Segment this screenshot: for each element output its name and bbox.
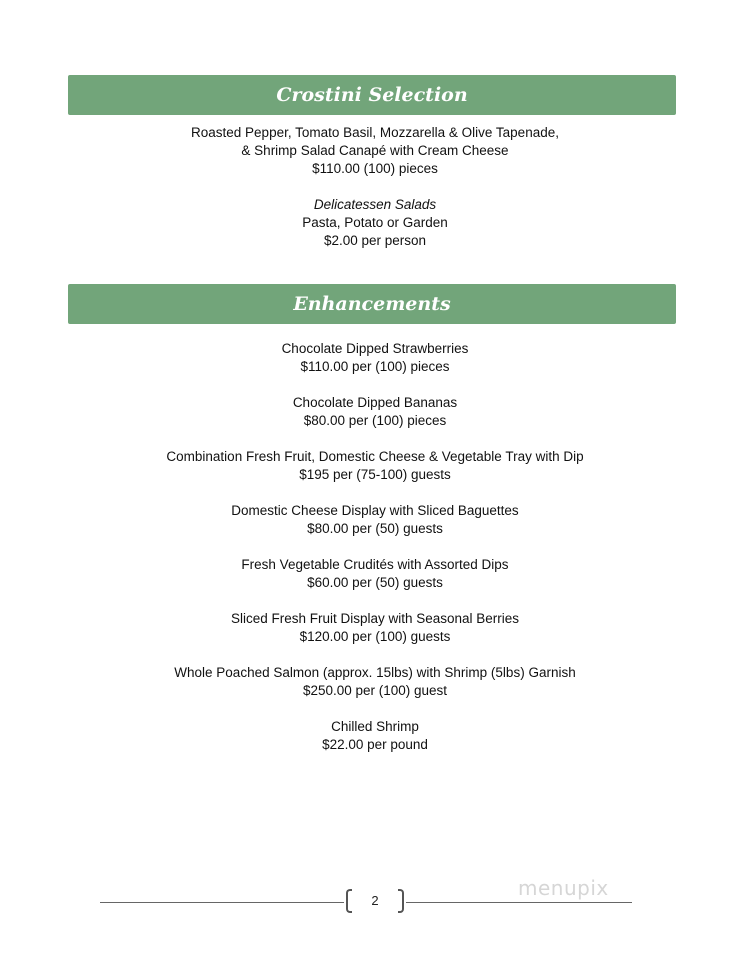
menu-item-price: $120.00 per (100) guests — [299, 629, 451, 644]
menu-item-name: Fresh Vegetable Crudités with Assorted Dips — [241, 557, 509, 572]
menu-item-price: $250.00 per (100) guest — [302, 683, 448, 698]
page-number: 2 — [371, 893, 379, 908]
menu-item-price: $2.00 per person — [323, 233, 427, 248]
section-banner-enhancements — [68, 284, 676, 324]
section-banner-crostini — [68, 75, 676, 115]
menu-item-name: Chocolate Dipped Strawberries — [281, 341, 469, 356]
enhancements-section — [0, 340, 750, 754]
right-bracket-icon — [398, 889, 404, 913]
menu-item-description: Pasta, Potato or Garden — [302, 215, 448, 230]
menu-item-price: $195 per (75-100) guests — [299, 467, 451, 482]
menu-item-price: $80.00 per (50) guests — [307, 521, 443, 536]
menu-item-name: Chocolate Dipped Bananas — [292, 395, 458, 410]
menu-item-name: Combination Fresh Fruit, Domestic Cheese & Vegetable Tray with Dip — [166, 449, 584, 464]
menu-item-price: $22.00 per pound — [322, 737, 428, 752]
menu-item-name: Whole Poached Salmon (approx. 15lbs) with Shrimp (5lbs) Garnish — [174, 665, 576, 680]
menu-item-name: Sliced Fresh Fruit Display with Seasonal Berries — [230, 611, 520, 626]
menu-item-price: $110.00 per (100) pieces — [300, 359, 450, 374]
menu-item-description: & Shrimp Salad Canapé with Cream Cheese — [241, 143, 509, 158]
section-title: Crostini Selection — [276, 84, 468, 106]
menu-item-price: $60.00 per (50) guests — [307, 575, 443, 590]
menu-item-name: Delicatessen Salads — [313, 197, 437, 212]
menu-item-description: Roasted Pepper, Tomato Basil, Mozzarella & Olive Tapenade, — [191, 125, 559, 140]
section-title: Enhancements — [293, 293, 451, 315]
crostini-section — [0, 124, 750, 250]
menu-item-name: Domestic Cheese Display with Sliced Baguettes — [231, 503, 519, 518]
footer-divider-left — [100, 902, 344, 903]
watermark-logo: menupix — [518, 876, 609, 900]
footer-divider-right — [406, 902, 632, 903]
menu-item-price: $110.00 (100) pieces — [312, 161, 438, 176]
menu-item-name: Chilled Shrimp — [331, 719, 419, 734]
menu-item-price: $80.00 per (100) pieces — [303, 413, 447, 428]
